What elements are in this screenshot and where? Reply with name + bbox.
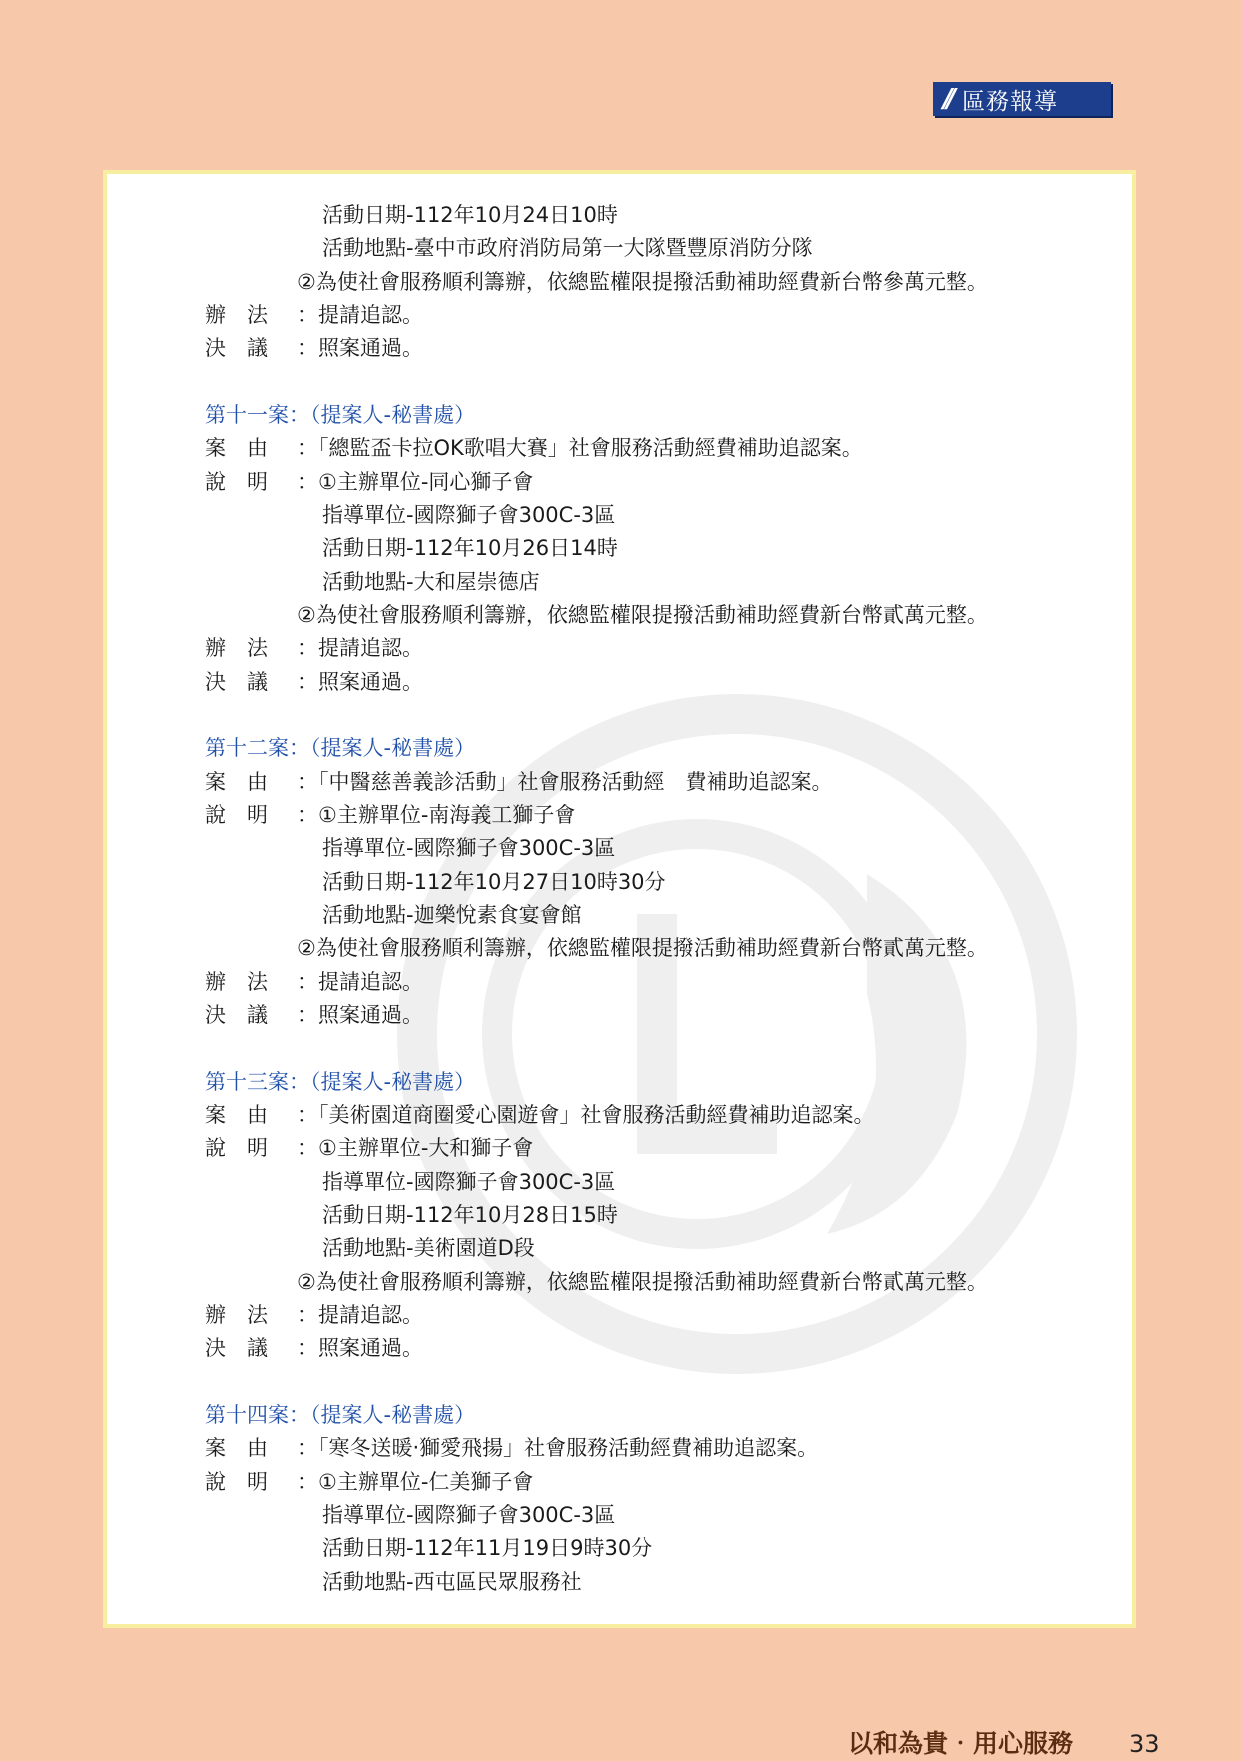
text-line: ②為使社會服務順利籌辦，依總監權限提撥活動補助經費新台幣貳萬元整。	[297, 603, 988, 627]
text-line: 決 議 ：照案通過。	[205, 670, 423, 694]
text-line: 活動地點-臺中市政府消防局第一大隊暨豐原消防分隊	[322, 236, 813, 260]
text-line: ②為使社會服務順利籌辦，依總監權限提撥活動補助經費新台幣貳萬元整。	[297, 1270, 988, 1294]
text-line: 指導單位-國際獅子會300C-3區	[322, 503, 616, 527]
text-line: 活動日期-112年10月28日15時	[322, 1203, 618, 1227]
text-line: 活動日期-112年10月27日10時30分	[322, 870, 666, 894]
text-line: 活動地點-美術園道D段	[322, 1236, 535, 1260]
case-heading: 第十一案：（提案人-秘書處）	[205, 403, 476, 427]
case-heading: 第十三案：（提案人-秘書處）	[205, 1070, 476, 1094]
text-line: 活動地點-迦樂悅素食宴會館	[322, 903, 582, 927]
section-slashes: //	[943, 84, 950, 114]
text-line: 決 議 ：照案通過。	[205, 1003, 423, 1027]
text-line: ②為使社會服務順利籌辦，依總監權限提撥活動補助經費新台幣參萬元整。	[297, 270, 988, 294]
section-tag	[933, 82, 1111, 116]
text-line: 指導單位-國際獅子會300C-3區	[322, 1503, 616, 1527]
text-line: 說 明 ：①主辦單位-仁美獅子會	[205, 1470, 534, 1494]
page-number: 33	[1129, 1730, 1160, 1758]
text-line: 案 由 ：「中醫慈善義診活動」社會服務活動經 費補助追認案。	[205, 770, 833, 794]
text-line: ②為使社會服務順利籌辦，依總監權限提撥活動補助經費新台幣貳萬元整。	[297, 936, 988, 960]
text-line: 決 議 ：照案通過。	[205, 336, 423, 360]
text-line: 活動地點-西屯區民眾服務社	[322, 1570, 582, 1594]
content-frame	[103, 170, 1136, 1628]
text-line: 辦 法 ：提請追認。	[205, 303, 423, 327]
text-line: 說 明 ：①主辦單位-同心獅子會	[205, 470, 534, 494]
text-line: 活動地點-大和屋崇德店	[322, 570, 540, 594]
section-label: 區務報導	[962, 88, 1058, 115]
text-line: 辦 法 ：提請追認。	[205, 1303, 423, 1327]
text-line: 決 議 ：照案通過。	[205, 1336, 423, 1360]
case-heading: 第十四案：（提案人-秘書處）	[205, 1403, 476, 1427]
text-line: 案 由 ：「總監盃卡拉OK歌唱大賽」社會服務活動經費補助追認案。	[205, 436, 863, 460]
text-line: 案 由 ：「寒冬送暖‧獅愛飛揚」社會服務活動經費補助追認案。	[205, 1436, 819, 1460]
footer-motto: 以和為貴‧用心服務	[848, 1729, 1074, 1758]
text-line: 活動日期-112年11月19日9時30分	[322, 1536, 653, 1560]
text-line: 說 明 ：①主辦單位-南海義工獅子會	[205, 803, 576, 827]
text-line: 案 由 ：「美術園道商圈愛心園遊會」社會服務活動經費補助追認案。	[205, 1103, 875, 1127]
text-line: 指導單位-國際獅子會300C-3區	[322, 836, 616, 860]
text-line: 指導單位-國際獅子會300C-3區	[322, 1170, 616, 1194]
text-line: 說 明 ：①主辦單位-大和獅子會	[205, 1136, 534, 1160]
text-line: 辦 法 ：提請追認。	[205, 636, 423, 660]
case-heading: 第十二案：（提案人-秘書處）	[205, 736, 476, 760]
text-line: 活動日期-112年10月26日14時	[322, 536, 618, 560]
text-line: 辦 法 ：提請追認。	[205, 970, 423, 994]
text-line: 活動日期-112年10月24日10時	[322, 203, 618, 227]
